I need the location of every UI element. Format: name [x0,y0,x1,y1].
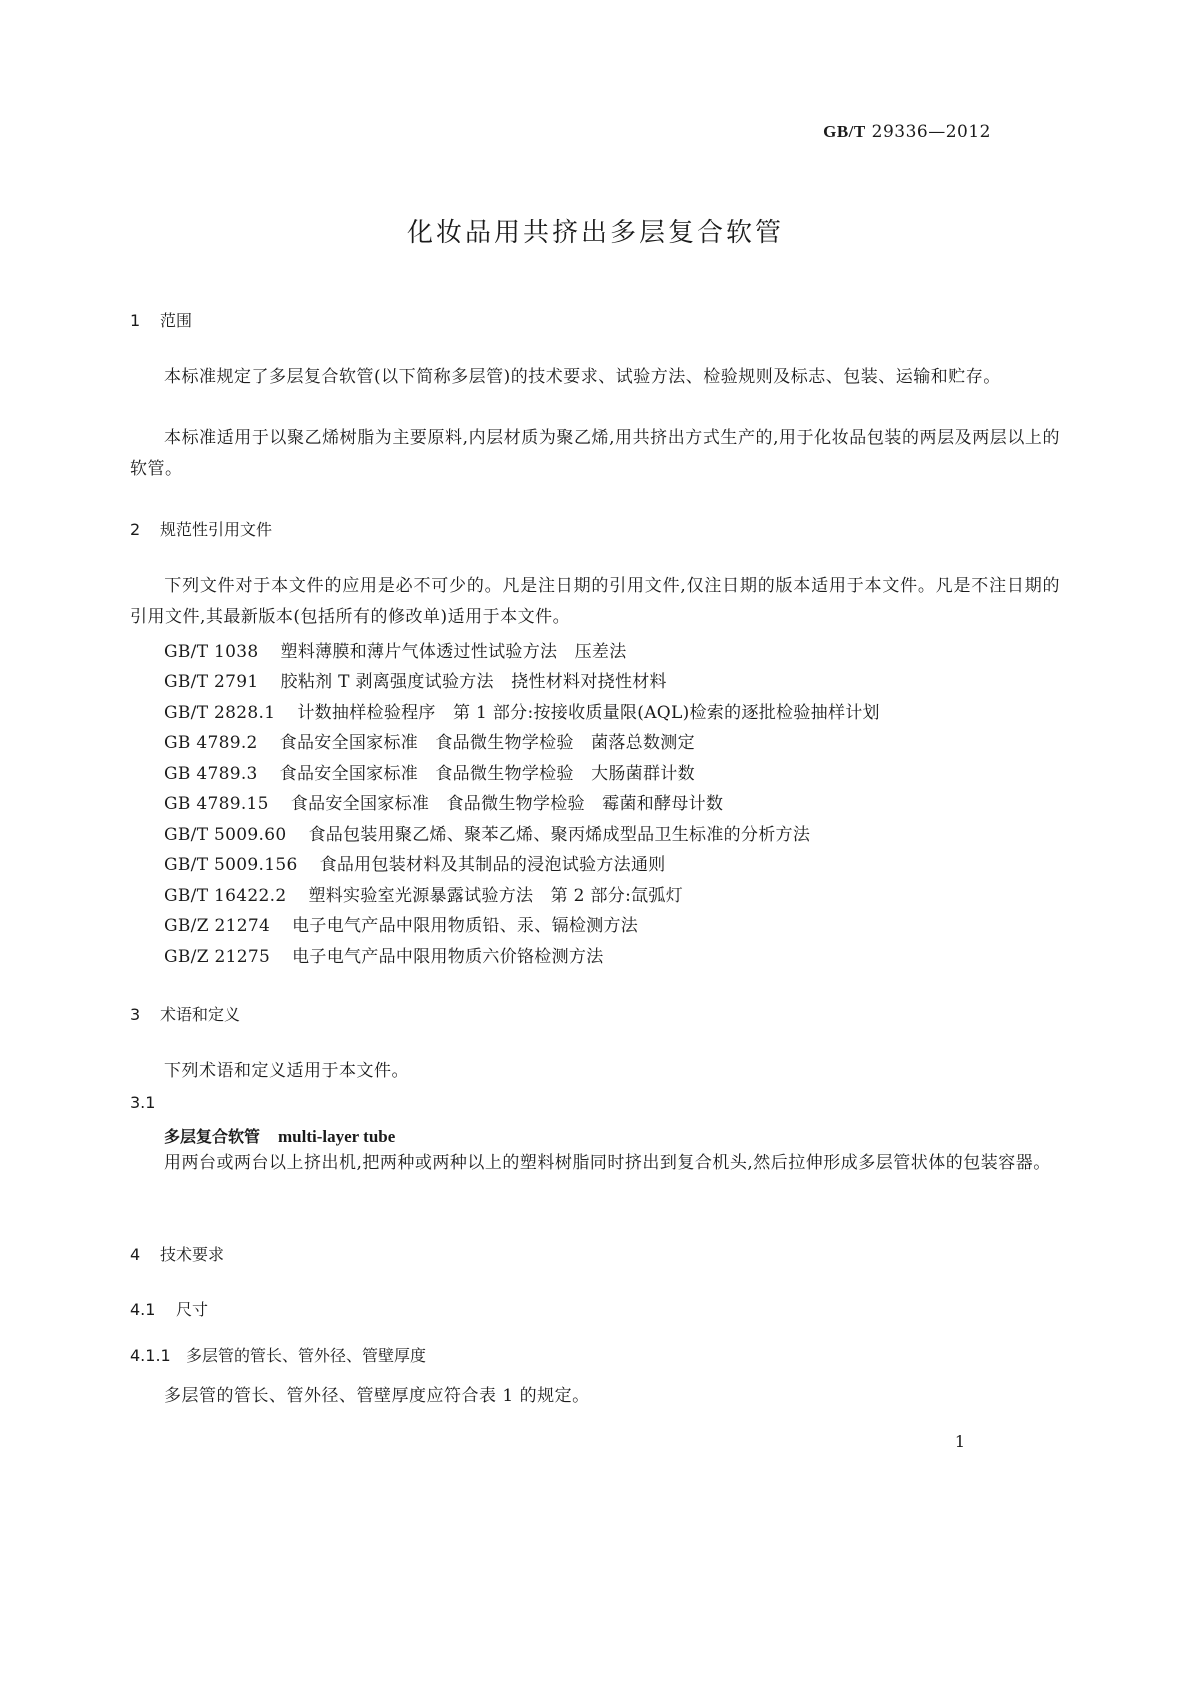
term-chinese: 多层复合软管 [164,1127,261,1146]
reference-code: GB 4789.3 [164,764,258,784]
paragraph-text: 下列术语和定义适用于本文件。 [164,1061,409,1081]
reference-code: GB/Z 21275 [164,947,271,967]
reference-title: 塑料实验室光源暴露试验方法 第 2 部分:氙弧灯 [308,886,684,906]
paragraph-text: 用两台或两台以上挤出机,把两种或两种以上的塑料树脂同时挤出到复合机头,然后拉伸形成多层管状体的包装容器。 [164,1153,1051,1173]
term-definition [130,1148,1060,1179]
subsection-title: 尺寸 [176,1300,209,1319]
subsection-4-1-1-heading [130,1343,426,1366]
paragraph-text: 下列文件对于本文件的应用是必不可少的。凡是注日期的引用文件,仅注日期的版本适用于本文件。凡是不注日期的引用文件,其最新版本(包括所有的修改单)适用于本文件。 [130,576,1060,627]
reference-title: 塑料薄膜和薄片气体透过性试验方法 压差法 [280,642,627,662]
paragraph-text: 多层管的管长、管外径、管壁厚度应符合表 1 的规定。 [164,1386,590,1406]
term-entry [164,1124,395,1147]
reference-item [164,637,627,662]
subsection-number: 4.1 [130,1300,156,1319]
subsection-4-1-heading [130,1297,208,1320]
section-title: 规范性引用文件 [160,520,273,539]
reference-code: GB 4789.15 [164,794,269,814]
section-1-paragraph-1 [130,362,1060,393]
section-2-intro [130,571,1060,633]
section-3-intro [130,1056,1060,1087]
reference-title: 食品包装用聚乙烯、聚苯乙烯、聚丙烯成型品卫生标准的分析方法 [308,825,811,845]
section-4-paragraph-1 [130,1381,1060,1412]
reference-item [164,759,695,784]
paragraph-text: 本标准规定了多层复合软管(以下简称多层管)的技术要求、试验方法、检验规则及标志、包装、运输和贮存。 [164,367,1001,387]
reference-item [164,850,666,875]
reference-code: GB/T 1038 [164,642,259,662]
reference-item [164,728,695,753]
reference-title: 食品用包装材料及其制品的浸泡试验方法通则 [319,855,666,875]
section-number: 2 [130,520,141,539]
section-title: 技术要求 [160,1245,225,1264]
document-title: 化妆品用共挤出多层复合软管 [406,218,784,248]
standard-code [823,122,991,142]
reference-title: 食品安全国家标准 食品微生物学检验 霉菌和酵母计数 [290,794,724,814]
reference-item [164,942,604,967]
reference-item [164,698,880,723]
reference-code: GB/T 16422.2 [164,886,287,906]
reference-title: 食品安全国家标准 食品微生物学检验 大肠菌群计数 [279,764,695,784]
reference-item [164,911,638,936]
reference-item [164,667,667,692]
section-1-heading [130,308,192,331]
subsection-number: 4.1.1 [130,1346,171,1365]
reference-title: 胶粘剂 T 剥离强度试验方法 挠性材料对挠性材料 [280,672,667,692]
reference-title: 电子电气产品中限用物质六价铬检测方法 [292,947,604,967]
section-title: 术语和定义 [160,1005,241,1024]
section-2-heading [130,517,272,540]
section-3-heading [130,1002,240,1025]
reference-code: GB/T 5009.60 [164,825,287,845]
subsection-title: 多层管的管长、管外径、管壁厚度 [186,1346,427,1365]
reference-code: GB/T 5009.156 [164,855,298,875]
section-1-paragraph-2 [130,423,1060,485]
page-number: 1 [954,1432,965,1451]
reference-title: 计数抽样检验程序 第 1 部分:按接收质量限(AQL)检索的逐批检验抽样计划 [297,703,880,723]
reference-item [164,789,723,814]
standard-number: 29336—2012 [871,122,991,142]
paragraph-text: 本标准适用于以聚乙烯树脂为主要原料,内层材质为聚乙烯,用共挤出方式生产的,用于化妆品包装的两层及两层以上的软管。 [130,428,1060,479]
term-number: 3.1 [130,1093,156,1112]
standard-prefix: GB/T [823,122,866,141]
reference-code: GB 4789.2 [164,733,258,753]
reference-item [164,881,683,906]
reference-item [164,820,810,845]
reference-code: GB/Z 21274 [164,916,271,936]
reference-title: 食品安全国家标准 食品微生物学检验 菌落总数测定 [279,733,695,753]
term-english: multi-layer tube [278,1127,396,1146]
section-4-heading [130,1242,224,1265]
reference-code: GB/T 2791 [164,672,259,692]
section-title: 范围 [160,311,193,330]
section-number: 1 [130,311,141,330]
section-number: 3 [130,1005,141,1024]
reference-code: GB/T 2828.1 [164,703,276,723]
section-number: 4 [130,1245,141,1264]
reference-title: 电子电气产品中限用物质铅、汞、镉检测方法 [292,916,639,936]
